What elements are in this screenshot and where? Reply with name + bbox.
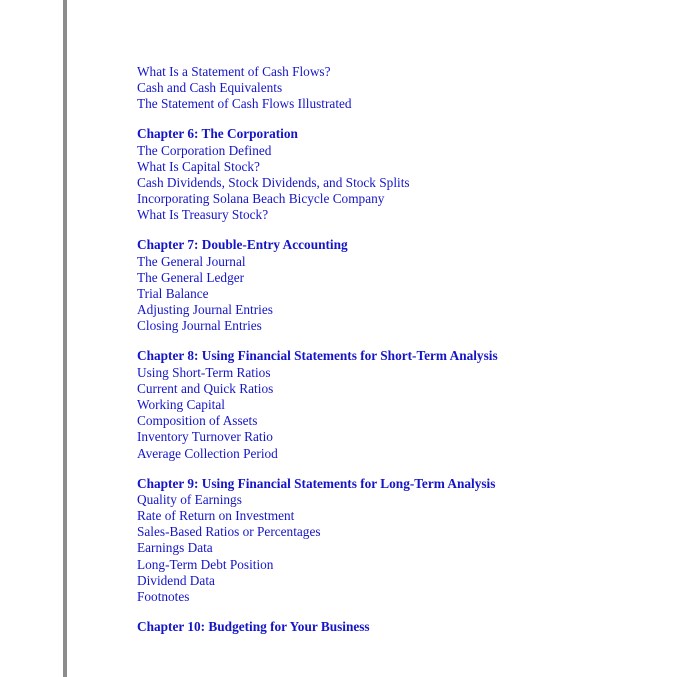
toc-group — [137, 348, 498, 461]
toc-group — [137, 237, 498, 334]
toc-group — [137, 126, 498, 223]
toc-group — [137, 64, 498, 113]
section-link[interactable]: Footnotes — [137, 589, 190, 605]
section-link[interactable]: The General Journal — [137, 253, 246, 269]
section-link[interactable]: Sales-Based Ratios or Percentages — [137, 524, 321, 540]
section-link[interactable]: Cash Dividends, Stock Dividends, and Stock Splits — [137, 175, 410, 191]
toc-group — [137, 619, 498, 635]
section-link[interactable]: Using Short-Term Ratios — [137, 364, 271, 380]
section-link[interactable]: Rate of Return on Investment — [137, 508, 295, 524]
chapter-link[interactable]: Chapter 9: Using Financial Statements for Long-Term Analysis — [137, 475, 496, 491]
table-of-contents — [137, 64, 498, 649]
chapter-link[interactable]: Chapter 6: The Corporation — [137, 126, 298, 142]
section-link[interactable]: Closing Journal Entries — [137, 318, 262, 334]
section-link[interactable]: What Is a Statement of Cash Flows? — [137, 64, 331, 79]
section-link[interactable]: The Statement of Cash Flows Illustrated — [137, 96, 352, 112]
section-link[interactable]: Composition of Assets — [137, 413, 258, 429]
section-link[interactable]: Dividend Data — [137, 572, 215, 588]
section-link[interactable]: Quality of Earnings — [137, 491, 242, 507]
section-link[interactable]: Current and Quick Ratios — [137, 380, 274, 396]
chapter-link[interactable]: Chapter 10: Budgeting for Your Business — [137, 619, 370, 635]
section-link[interactable]: The Corporation Defined — [137, 142, 272, 158]
chapter-link[interactable]: Chapter 7: Double-Entry Accounting — [137, 237, 348, 253]
section-link[interactable]: Inventory Turnover Ratio — [137, 429, 273, 445]
section-link[interactable]: Incorporating Solana Beach Bicycle Company — [137, 191, 385, 207]
section-link[interactable]: What Is Capital Stock? — [137, 158, 260, 174]
section-link[interactable]: Cash and Cash Equivalents — [137, 80, 283, 96]
section-link[interactable]: What Is Treasury Stock? — [137, 207, 269, 223]
section-link[interactable]: Trial Balance — [137, 286, 209, 302]
section-link[interactable]: Adjusting Journal Entries — [137, 302, 273, 318]
toc-group — [137, 476, 498, 606]
page-left-border — [63, 0, 67, 677]
section-link[interactable]: Working Capital — [137, 397, 225, 413]
section-link[interactable]: Long-Term Debt Position — [137, 556, 274, 572]
chapter-link[interactable]: Chapter 8: Using Financial Statements for Short-Term Analysis — [137, 348, 498, 364]
section-link[interactable]: Average Collection Period — [137, 445, 278, 461]
section-link[interactable]: Earnings Data — [137, 540, 213, 556]
section-link[interactable]: The General Ledger — [137, 269, 245, 285]
